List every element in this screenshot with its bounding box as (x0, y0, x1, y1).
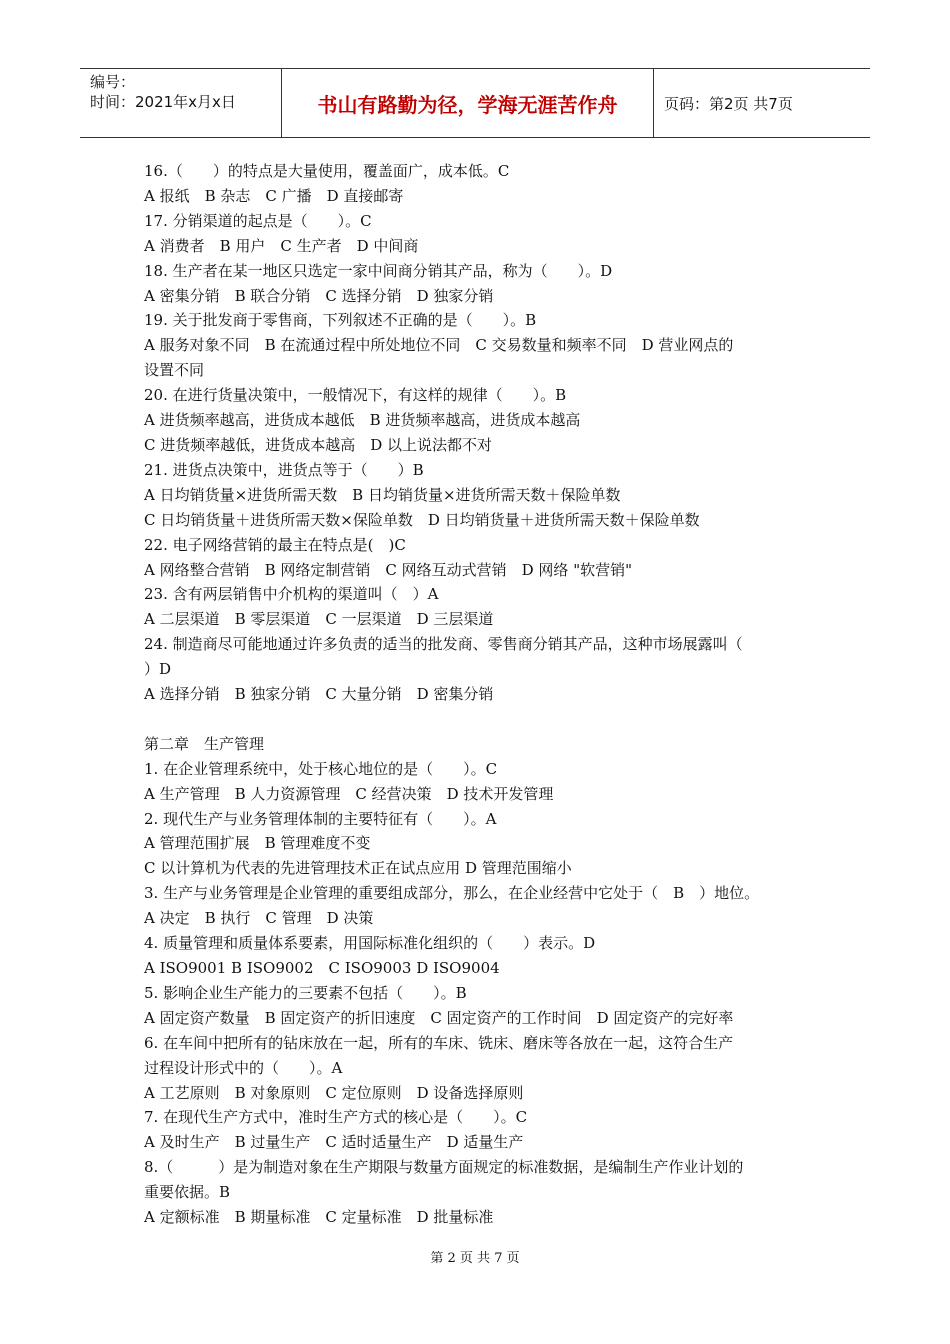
text-line: 2. 现代生产与业务管理体制的主要特征有（ ）。A (144, 809, 497, 828)
document-body (144, 159, 814, 1230)
text-line: A 密集分销 B 联合分销 C 选择分销 D 独家分销 (144, 286, 494, 305)
text-line: A 服务对象不同 B 在流通过程中所处地位不同 C 交易数量和频率不同 D 营业网点的 (144, 336, 734, 355)
text-line: 3. 生产与业务管理是企业管理的重要组成部分，那么，在企业经营中它处于（ B ）地位。 (144, 884, 760, 903)
text-line: A 管理范围扩展 B 管理难度不变 (144, 834, 371, 853)
text-line: 1. 在企业管理系统中，处于核心地位的是（ ）。C (144, 759, 498, 778)
text-line: A 定额标准 B 期量标准 C 定量标准 D 批量标准 (144, 1208, 494, 1227)
text-line: 8.（ ）是为制造对象在生产期限与数量方面规定的标准数据，是编制生产作业计划的 (144, 1158, 744, 1177)
text-line: C 日均销货量＋进货所需天数×保险单数 D 日均销货量＋进货所需天数＋保险单数 (144, 510, 700, 529)
text-line: 23. 含有两层销售中介机构的渠道叫（ ）A (144, 585, 439, 604)
text-line: 6. 在车间中把所有的钻床放在一起，所有的车床、铣床、磨床等各放在一起，这符合生产 (144, 1033, 734, 1052)
text-line: 17. 分销渠道的起点是（ ）。C (144, 211, 372, 230)
text-line: C 进货频率越低，进货成本越高 D 以上说法都不对 (144, 435, 493, 454)
text-line: A 生产管理 B 人力资源管理 C 经营决策 D 技术开发管理 (144, 784, 554, 803)
text-line: ）D (144, 660, 172, 679)
header-motto: 书山有路勤为径，学海无涯苦作舟 (282, 69, 654, 137)
text-line: 5. 影响企业生产能力的三要素不包括（ ）。B (144, 983, 467, 1002)
page-footer: 第 2 页 共 7 页 (430, 1251, 520, 1266)
text-line: A 工艺原则 B 对象原则 C 定位原则 D 设备选择原则 (144, 1083, 524, 1102)
text-line: 过程设计形式中的（ ）。A (144, 1058, 343, 1077)
text-line: 19. 关于批发商于零售商，下列叙述不正确的是（ ）。B (144, 311, 537, 330)
text-line: A 决定 B 执行 C 管理 D 决策 (144, 909, 374, 928)
text-line: 16.（ ）的特点是大量使用，覆盖面广，成本低。C (144, 162, 510, 180)
header-number: 编号： (90, 73, 136, 91)
text-line (144, 707, 814, 732)
text-line: A 报纸 B 杂志 C 广播 D 直接邮寄 (144, 186, 404, 205)
chapter-heading: 第二章 生产管理 (144, 734, 265, 753)
text-line: A 选择分销 B 独家分销 C 大量分销 D 密集分销 (144, 685, 494, 704)
text-line: A 及时生产 B 过量生产 C 适时适量生产 D 适量生产 (144, 1133, 524, 1152)
text-line: 20. 在进行货量决策中，一般情况下，有这样的规律（ ）。B (144, 386, 567, 405)
text-line: A 网络整合营销 B 网络定制营销 C 网络互动式营销 D 网络 "软营销" (144, 560, 633, 579)
header-time: 时间：2021年x月x日 (90, 93, 236, 111)
text-line: A 日均销货量×进货所需天数 B 日均销货量×进货所需天数＋保险单数 (144, 485, 621, 504)
page-header (80, 68, 870, 138)
text-line: 重要依据。B (144, 1183, 231, 1202)
text-line: 设置不同 (144, 361, 205, 380)
text-line: 7. 在现代生产方式中，准时生产方式的核心是（ ）。C (144, 1108, 528, 1127)
text-line: A 固定资产数量 B 固定资产的折旧速度 C 固定资产的工作时间 D 固定资产的完好率 (144, 1008, 734, 1027)
header-page-number: 页码：第2页 共7页 (664, 94, 793, 113)
text-line: A 消费者 B 用户 C 生产者 D 中间商 (144, 236, 419, 255)
header-info (80, 69, 282, 137)
text-line: 18. 生产者在某一地区只选定一家中间商分销其产品，称为（ ）。D (144, 261, 613, 280)
text-line: C 以计算机为代表的先进管理技术正在试点应用 D 管理范围缩小 (144, 859, 572, 878)
text-line: 21. 进货点决策中，进货点等于（ ）B (144, 460, 424, 479)
text-line: 24. 制造商尽可能地通过许多负责的适当的批发商、零售商分销其产品，这种市场展露叫（ (144, 635, 743, 654)
text-line: A 二层渠道 B 零层渠道 C 一层渠道 D 三层渠道 (144, 610, 494, 629)
text-line: A ISO9001 B ISO9002 C ISO9003 D ISO9004 (144, 958, 500, 977)
text-line: A 进货频率越高，进货成本越低 B 进货频率越高，进货成本越高 (144, 411, 581, 430)
text-line: 4. 质量管理和质量体系要素，用国际标准化组织的（ ）表示。D (144, 934, 596, 953)
text-line: 22. 电子网络营销的最主在特点是( )C (144, 535, 406, 554)
